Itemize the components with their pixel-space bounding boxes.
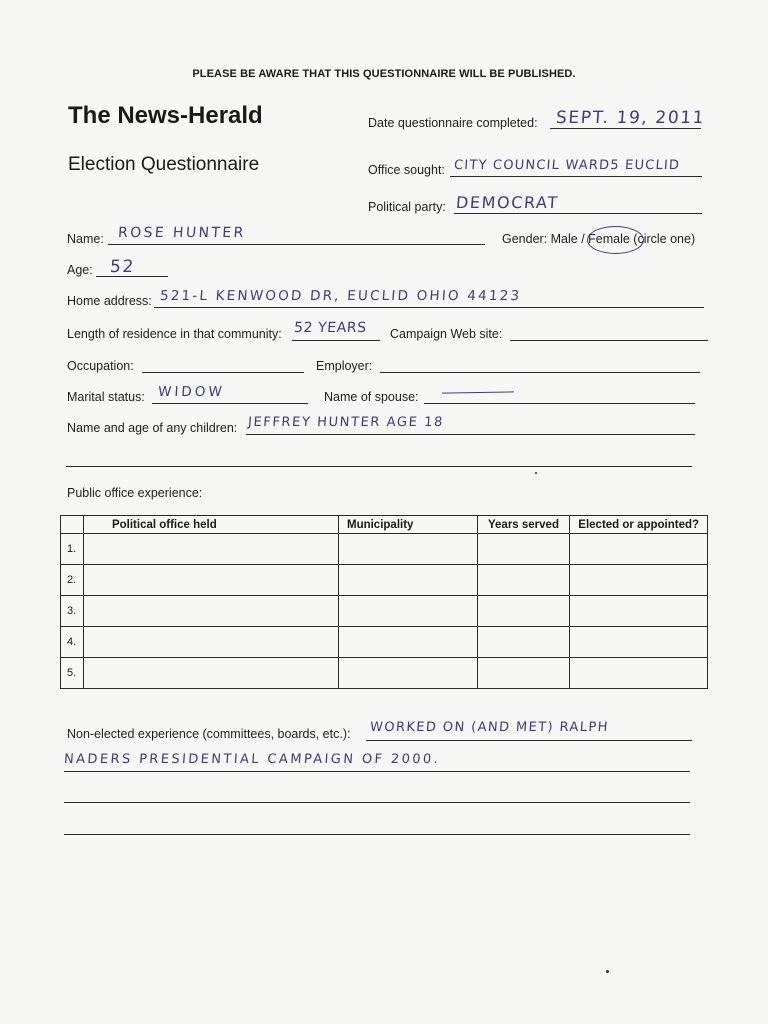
non-elected-line-3[interactable] xyxy=(64,802,690,803)
address-line xyxy=(154,307,704,308)
spouse-label: Name of spouse: xyxy=(324,390,419,404)
office-line xyxy=(450,176,702,177)
spouse-dash-mark xyxy=(442,391,514,393)
age-label: Age: xyxy=(67,263,93,277)
row-number: 1. xyxy=(61,534,84,565)
party-line xyxy=(454,213,702,214)
municipality-cell[interactable] xyxy=(338,596,477,627)
row-number: 2. xyxy=(61,565,84,596)
non-elected-label: Non-elected experience (committees, boards, etc.): xyxy=(67,727,351,741)
table-header-row xyxy=(61,516,708,534)
municipality-cell[interactable] xyxy=(338,627,477,658)
children-value[interactable]: JEFFREY HUNTER AGE 18 xyxy=(247,415,445,430)
table-header-office: Political office held xyxy=(83,516,338,534)
publication-notice: PLEASE BE AWARE THAT THIS QUESTIONNAIRE WILL BE PUBLISHED. xyxy=(192,68,576,80)
table-row xyxy=(61,627,708,658)
party-label: Political party: xyxy=(368,200,446,214)
employer-line[interactable] xyxy=(380,372,700,373)
office-cell[interactable] xyxy=(83,534,338,565)
elected-cell[interactable] xyxy=(570,565,708,596)
years-cell[interactable] xyxy=(477,596,570,627)
table-header-municipality: Municipality xyxy=(338,516,477,534)
table-header-years: Years served xyxy=(477,516,570,534)
gender-label: Gender: Male / Female (circle one) xyxy=(502,232,696,246)
name-value[interactable]: ROSE HUNTER xyxy=(117,225,247,241)
address-label: Home address: xyxy=(67,294,152,308)
office-cell[interactable] xyxy=(83,565,338,596)
office-cell[interactable] xyxy=(83,596,338,627)
municipality-cell[interactable] xyxy=(338,565,477,596)
age-value[interactable]: 52 xyxy=(109,257,136,277)
public-office-label: Public office experience: xyxy=(67,486,203,500)
spouse-line[interactable] xyxy=(424,403,695,404)
row-number: 3. xyxy=(61,596,84,627)
row-number: 4. xyxy=(61,627,84,658)
newspaper-title: The News-Herald xyxy=(68,102,263,129)
date-line xyxy=(550,128,701,129)
office-cell[interactable] xyxy=(83,658,338,689)
municipality-cell[interactable] xyxy=(338,658,477,689)
non-elected-line-4[interactable] xyxy=(64,834,690,835)
years-cell[interactable] xyxy=(477,627,570,658)
office-label: Office sought: xyxy=(368,163,445,177)
children-extra-line[interactable] xyxy=(66,466,692,467)
website-label: Campaign Web site: xyxy=(390,327,503,341)
elected-cell[interactable] xyxy=(570,627,708,658)
years-cell[interactable] xyxy=(477,658,570,689)
gender-circle-female xyxy=(587,226,644,254)
children-label: Name and age of any children: xyxy=(67,421,238,435)
marital-line xyxy=(152,403,308,404)
marital-value[interactable]: WIDOW xyxy=(157,384,226,400)
elected-cell[interactable] xyxy=(570,534,708,565)
non-elected-value-2[interactable]: NADERS PRESIDENTIAL CAMPAIGN OF 2000. xyxy=(63,752,441,767)
residence-label: Length of residence in that community: xyxy=(67,327,282,341)
row-number: 5. xyxy=(61,658,84,689)
table-row xyxy=(61,658,708,689)
years-cell[interactable] xyxy=(477,534,570,565)
public-office-table xyxy=(60,515,708,689)
date-label: Date questionnaire completed: xyxy=(368,116,538,130)
municipality-cell[interactable] xyxy=(338,534,477,565)
employer-label: Employer: xyxy=(316,359,373,373)
non-elected-value-1[interactable]: WORKED ON (AND MET) RALPH xyxy=(369,720,610,735)
marital-label: Marital status: xyxy=(67,390,145,404)
scan-speck xyxy=(606,970,609,973)
occupation-label: Occupation: xyxy=(67,359,134,373)
table-row xyxy=(61,565,708,596)
office-cell[interactable] xyxy=(83,627,338,658)
elected-cell[interactable] xyxy=(570,596,708,627)
residence-value[interactable]: 52 YEARS xyxy=(293,320,368,336)
table-header-elected: Elected or appointed? xyxy=(570,516,708,534)
scan-speck xyxy=(535,472,537,474)
table-row xyxy=(61,596,708,627)
non-elected-line-2 xyxy=(64,771,690,772)
address-value[interactable]: 521-L KENWOOD DR, EUCLID OHIO 44123 xyxy=(159,288,522,304)
years-cell[interactable] xyxy=(477,565,570,596)
website-line[interactable] xyxy=(510,340,708,341)
table-row xyxy=(61,534,708,565)
non-elected-line-1 xyxy=(366,740,692,741)
office-value[interactable]: CITY COUNCIL WARD5 EUCLID xyxy=(453,158,681,173)
occupation-line[interactable] xyxy=(142,372,304,373)
table-header-number xyxy=(61,516,84,534)
party-value[interactable]: DEMOCRAT xyxy=(455,193,560,212)
date-value[interactable]: SEPT. 19, 2011 xyxy=(555,108,706,128)
elected-cell[interactable] xyxy=(570,658,708,689)
residence-line xyxy=(292,340,380,341)
name-line xyxy=(108,244,485,245)
form-subtitle: Election Questionnaire xyxy=(68,154,260,175)
name-label: Name: xyxy=(67,232,104,246)
children-line xyxy=(246,434,695,435)
